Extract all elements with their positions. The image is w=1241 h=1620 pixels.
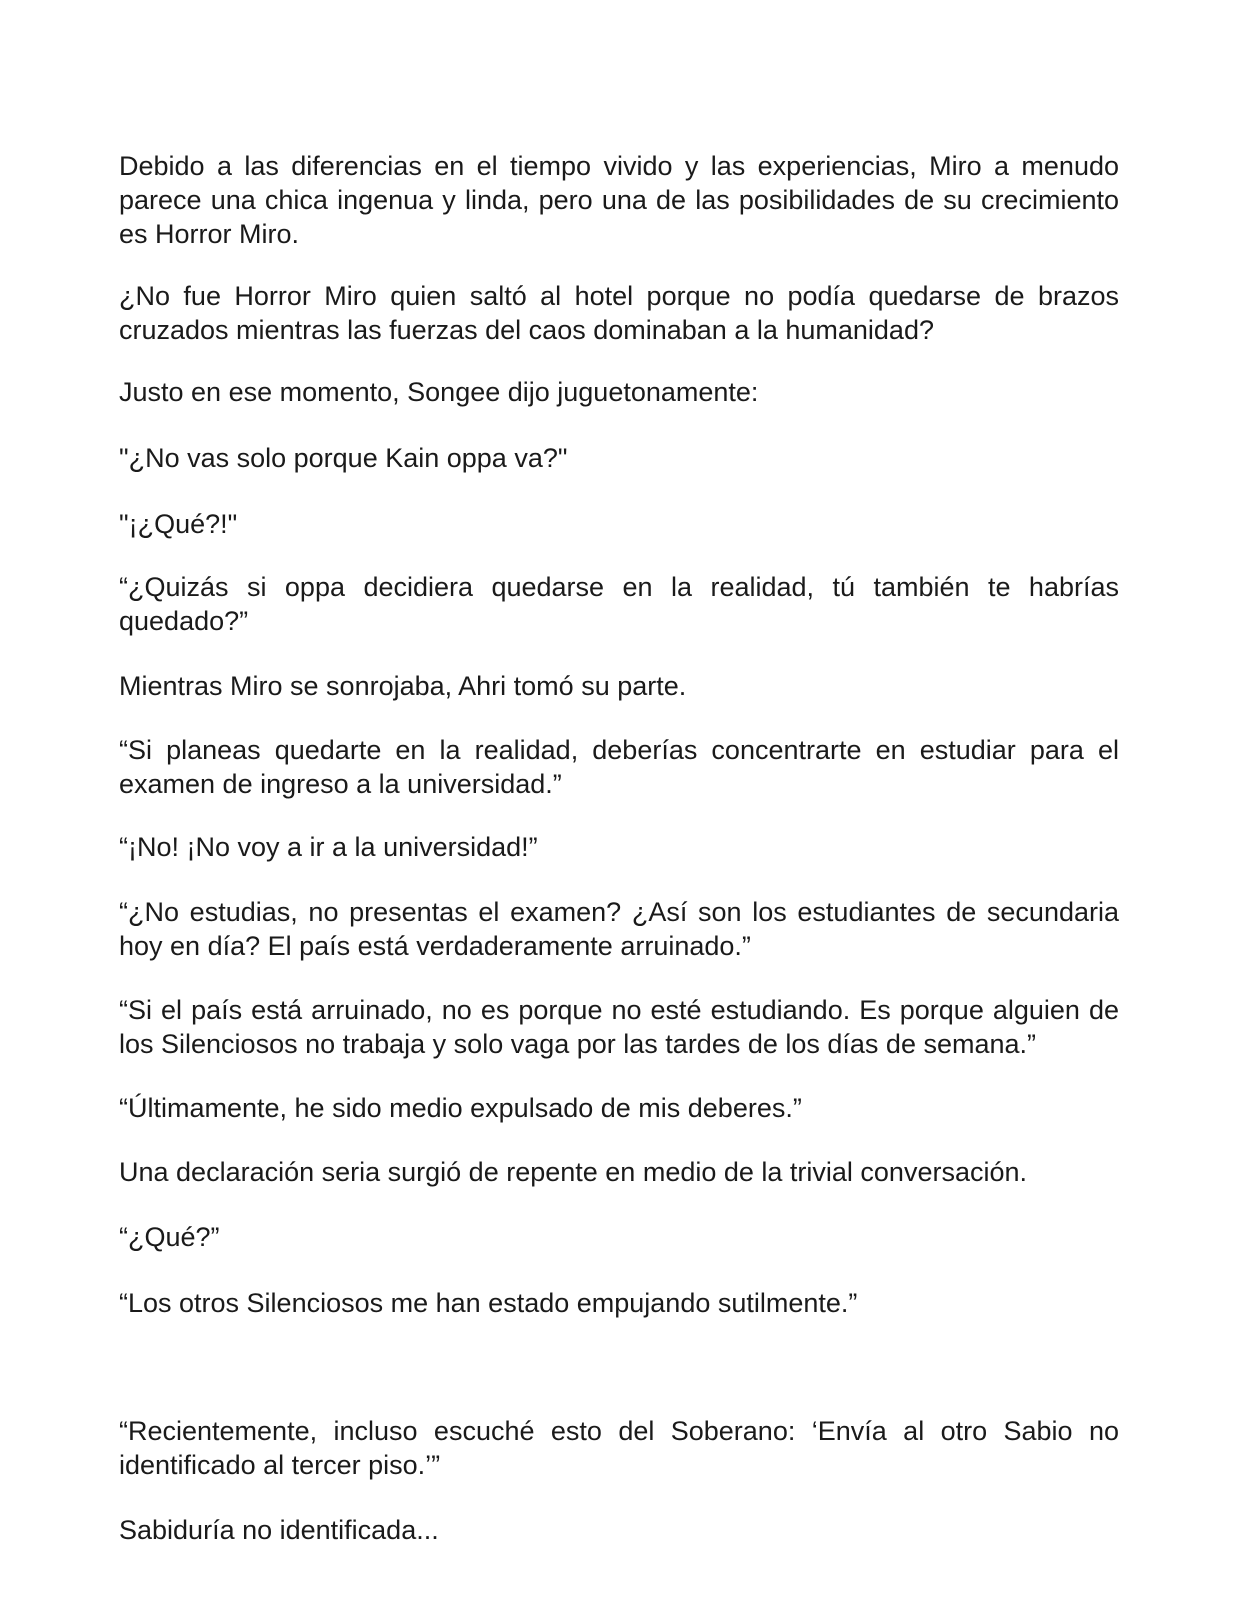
paragraph-3: Justo en ese momento, Songee dijo juguetonamente: xyxy=(119,377,759,407)
paragraph-11: “Si el país está arruinado, no es porque no esté estudiando. Es porque alguien de los Silenciosos no trabaja y solo vaga por las tardes de los días de semana.” xyxy=(119,995,1119,1059)
paragraph-12: “Últimamente, he sido medio expulsado de mis deberes.” xyxy=(119,1093,802,1123)
paragraph-13: Una declaración seria surgió de repente en medio de la trivial conversación. xyxy=(119,1157,1028,1187)
paragraph-6: “¿Quizás si oppa decidiera quedarse en la realidad, tú también te habrías quedado?” xyxy=(119,572,1119,636)
paragraph-9: “¡No! ¡No voy a ir a la universidad!” xyxy=(119,832,538,862)
paragraph-7: Mientras Miro se sonrojaba, Ahri tomó su parte. xyxy=(119,671,687,701)
paragraph-1: Debido a las diferencias en el tiempo vivido y las experiencias, Miro a menudo parece una chica ingenua y linda, pero una de las posibilidades de su crecimiento es Horror Miro. xyxy=(119,151,1119,249)
paragraph-15: “Los otros Silenciosos me han estado empujando sutilmente.” xyxy=(119,1288,858,1318)
paragraph-8: “Si planeas quedarte en la realidad, deberías concentrarte en estudiar para el examen de ingreso a la universidad.” xyxy=(119,735,1119,799)
paragraph-14: “¿Qué?” xyxy=(119,1222,220,1252)
paragraph-2: ¿No fue Horror Miro quien saltó al hotel porque no podía quedarse de brazos cruzados mientras las fuerzas del caos dominaban a la humanidad? xyxy=(119,281,1119,345)
paragraph-4: "¿No vas solo porque Kain oppa va?" xyxy=(119,443,568,473)
paragraph-17: Sabiduría no identificada... xyxy=(119,1515,439,1545)
paragraph-10: “¿No estudias, no presentas el examen? ¿Así son los estudiantes de secundaria hoy en día? El país está verdaderamente arruinado.” xyxy=(119,897,1119,961)
paragraph-16: “Recientemente, incluso escuché esto del Soberano: ‘Envía al otro Sabio no identificado al tercer piso.’” xyxy=(119,1416,1119,1480)
paragraph-5: "¡¿Qué?!" xyxy=(119,509,238,539)
